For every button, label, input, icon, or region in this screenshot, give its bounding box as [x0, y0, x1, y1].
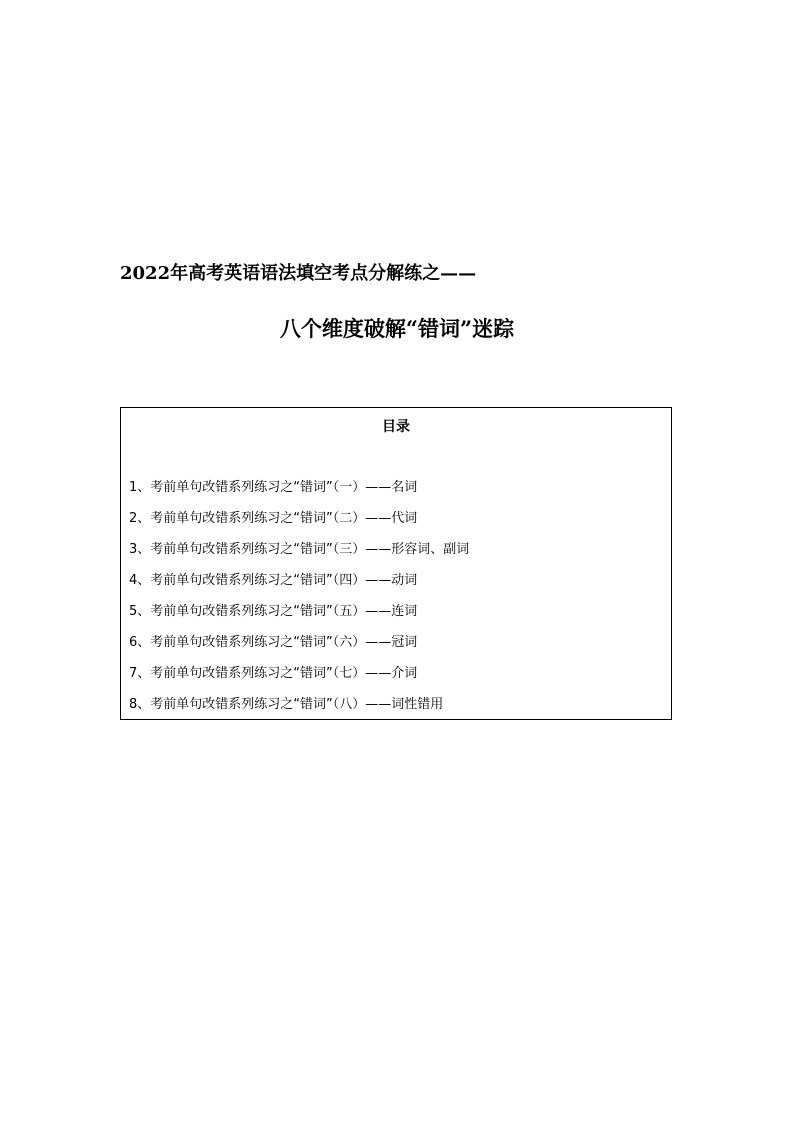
- toc-item: 2、考前单句改错系列练习之“错词”（二）——代词: [129, 511, 418, 526]
- toc-item: 7、考前单句改错系列练习之“错词”（七）——介词: [129, 666, 418, 681]
- toc-item: 4、考前单句改错系列练习之“错词”（四）——动词: [129, 573, 418, 588]
- document-title-line-1: 2022年高考英语语法填空考点分解练之——: [120, 263, 477, 284]
- toc-item: 5、考前单句改错系列练习之“错词”（五）——连词: [129, 604, 418, 619]
- toc-item: 8、考前单句改错系列练习之“错词”（八）——词性错用: [129, 697, 444, 712]
- toc-item: 1、考前单句改错系列练习之“错词”（一）——名词: [129, 480, 418, 495]
- toc-heading: 目录: [382, 419, 410, 435]
- toc-list: [129, 480, 469, 728]
- document-title-line-2: 八个维度破解“错词”迷踪: [279, 316, 515, 341]
- toc-item: 3、考前单句改错系列练习之“错词”（三）——形容词、副词: [129, 542, 470, 557]
- table-of-contents: [120, 407, 672, 720]
- toc-item: 6、考前单句改错系列练习之“错词”（六）——冠词: [129, 635, 418, 650]
